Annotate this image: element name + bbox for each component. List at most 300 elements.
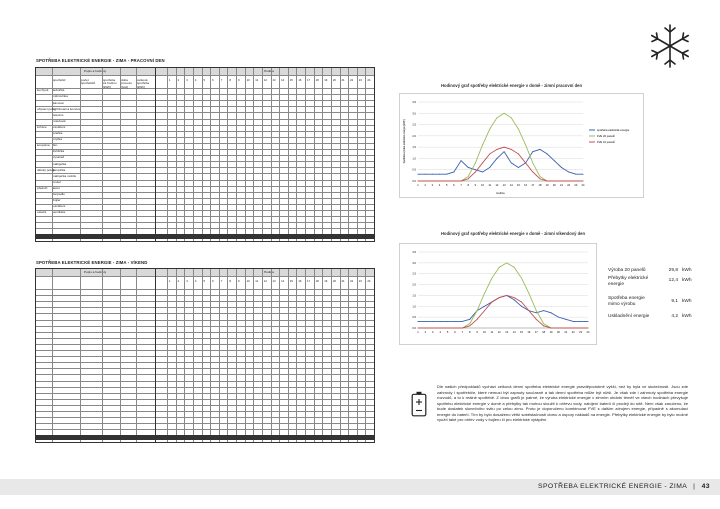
hour-label: 17 bbox=[307, 78, 311, 82]
table-row-line bbox=[36, 106, 374, 107]
table-total-row bbox=[36, 234, 374, 239]
table-row-line bbox=[36, 423, 374, 424]
x-tick-label: 1 bbox=[417, 184, 419, 187]
y-tick-label: 3.5 bbox=[412, 251, 416, 254]
x-tick-label: 17 bbox=[531, 184, 535, 187]
data-point bbox=[528, 293, 529, 294]
x-tick-label: 2 bbox=[424, 184, 426, 187]
hour-column-line bbox=[176, 68, 177, 241]
column-line bbox=[155, 269, 156, 442]
item-label: lampička bbox=[53, 167, 66, 172]
hour-label: 16 bbox=[298, 279, 302, 283]
item-label: televize bbox=[53, 112, 64, 117]
item-label: rychlovarná konvice bbox=[53, 106, 81, 111]
data-point bbox=[453, 171, 454, 172]
data-point bbox=[547, 153, 548, 154]
data-point bbox=[539, 149, 540, 150]
hour-column-line bbox=[219, 68, 220, 241]
table-row-line bbox=[36, 125, 374, 126]
summary-row bbox=[608, 276, 698, 288]
x-tick-label: 18 bbox=[542, 331, 546, 334]
data-point bbox=[439, 174, 440, 175]
x-tick-label: 21 bbox=[564, 331, 568, 334]
hour-column-line bbox=[296, 269, 297, 442]
data-point bbox=[453, 181, 454, 182]
data-point bbox=[499, 267, 500, 268]
chart2-box bbox=[399, 243, 597, 345]
hour-label: 18 bbox=[315, 78, 319, 82]
item-label: nabíječka mobilu bbox=[53, 173, 77, 178]
data-point bbox=[425, 321, 426, 322]
table-row-line bbox=[36, 442, 374, 443]
hour-column-line bbox=[245, 68, 246, 241]
hour-label: 2 bbox=[177, 78, 180, 82]
item-label: vysavač bbox=[53, 155, 65, 160]
footer bbox=[538, 483, 710, 490]
data-point bbox=[482, 162, 483, 163]
table2-header-group: Popis a hodnoty bbox=[84, 269, 107, 274]
data-point bbox=[432, 174, 433, 175]
data-point bbox=[561, 167, 562, 168]
table-row-line bbox=[36, 216, 374, 217]
x-tick-label: 11 bbox=[490, 331, 494, 334]
summary-label: Přebytky elektrické energie bbox=[608, 276, 649, 287]
room-label: kuchyně bbox=[37, 88, 49, 93]
table-row-line bbox=[36, 161, 374, 162]
data-point bbox=[551, 328, 552, 329]
hour-label: 7 bbox=[220, 279, 223, 283]
x-tick-label: 16 bbox=[524, 184, 528, 187]
data-point bbox=[439, 181, 440, 182]
data-point bbox=[489, 129, 490, 130]
data-point bbox=[506, 295, 507, 296]
y-tick-label: 3.5 bbox=[412, 101, 416, 104]
column-line bbox=[102, 68, 103, 241]
data-point bbox=[418, 328, 419, 329]
hour-label: 6 bbox=[212, 279, 214, 283]
item-label: osvětlení bbox=[53, 124, 66, 129]
table-row-line bbox=[36, 180, 374, 181]
hour-label: 24 bbox=[367, 279, 371, 283]
x-tick-label: 24 bbox=[586, 331, 590, 334]
data-point bbox=[491, 301, 492, 302]
hour-label: 1 bbox=[169, 279, 171, 283]
hour-label: 23 bbox=[358, 78, 362, 82]
x-tick-label: 20 bbox=[556, 331, 560, 334]
x-tick-label: 7 bbox=[460, 184, 462, 187]
hour-column-line bbox=[340, 269, 341, 442]
data-point bbox=[475, 162, 476, 163]
room-label: koupelna bbox=[37, 143, 50, 148]
data-point bbox=[521, 278, 522, 279]
data-point bbox=[575, 181, 576, 182]
x-tick-label: 3 bbox=[432, 331, 434, 334]
hour-column-line bbox=[253, 269, 254, 442]
y-tick-label: 2.5 bbox=[412, 123, 416, 127]
y-tick-label: 3.0 bbox=[412, 112, 416, 116]
hour-column-line bbox=[340, 68, 341, 241]
column-line bbox=[136, 269, 137, 442]
data-point bbox=[575, 174, 576, 175]
data-point bbox=[475, 171, 476, 172]
table-row-line bbox=[36, 228, 374, 229]
x-tick-label: 13 bbox=[502, 184, 506, 187]
table-row-line bbox=[36, 326, 374, 327]
x-tick-label: 4 bbox=[438, 184, 441, 187]
data-point bbox=[511, 117, 512, 118]
column-line bbox=[155, 68, 156, 241]
x-tick-label: 21 bbox=[560, 184, 563, 187]
x-tick-label: 19 bbox=[549, 331, 553, 334]
item-label: pračka bbox=[53, 131, 63, 135]
series-line bbox=[418, 149, 583, 174]
item-label: kotel bbox=[53, 185, 60, 190]
x-tick-label: 22 bbox=[571, 331, 575, 334]
data-point bbox=[425, 174, 426, 175]
hour-label: 20 bbox=[332, 78, 336, 82]
table-row-line bbox=[36, 338, 374, 339]
hour-column-line bbox=[279, 269, 280, 442]
hour-label: 9 bbox=[238, 279, 240, 283]
y-tick-label: 1.5 bbox=[412, 294, 416, 298]
hour-column-line bbox=[314, 269, 315, 442]
hour-label: 21 bbox=[341, 279, 345, 283]
room-label: předsíň bbox=[37, 185, 48, 190]
column-line bbox=[120, 269, 121, 442]
hour-label: 1 bbox=[169, 78, 171, 82]
x-tick-label: 23 bbox=[579, 331, 583, 334]
data-point bbox=[558, 317, 559, 318]
table-row-line bbox=[36, 167, 374, 168]
column-header: doba provozu [hod] bbox=[121, 78, 133, 89]
series-line bbox=[418, 295, 588, 321]
hour-label: 3 bbox=[186, 279, 188, 283]
hour-label: 19 bbox=[324, 279, 328, 283]
hour-label: 21 bbox=[341, 78, 345, 82]
table-row-line bbox=[36, 100, 374, 101]
item-label: ventilátor bbox=[53, 210, 66, 215]
data-point bbox=[454, 328, 455, 329]
summary-label: Spotřeba energie mimo výrobu bbox=[608, 296, 645, 307]
hour-label: 2 bbox=[177, 279, 180, 283]
data-point bbox=[573, 328, 574, 329]
x-tick-label: 18 bbox=[538, 184, 542, 187]
table-total-row bbox=[36, 435, 374, 440]
data-point bbox=[528, 310, 529, 311]
data-point bbox=[511, 149, 512, 150]
column-header: spotřebič bbox=[53, 78, 66, 82]
battery-icon bbox=[411, 391, 427, 417]
table-row-line bbox=[36, 119, 374, 120]
y-tick-label: 0.0 bbox=[412, 327, 416, 330]
data-point bbox=[446, 174, 447, 175]
hour-label: 13 bbox=[272, 78, 276, 82]
data-point bbox=[440, 328, 441, 329]
data-point bbox=[489, 153, 490, 154]
item-label: mikrovlnka bbox=[53, 94, 68, 99]
table-row-line bbox=[36, 112, 374, 113]
description-paragraph: Dle našich předpokladů vychází celková denní spotřeba elektrické energie pravděpodobně vyšší, než by byla ve skutečnosti. Jsou zde zahrnuty i spotřebiče, které nemusí být zapnuty současně a tak denní spotřeba může být nižší. Je však zde i zahrnuty spotřeba energie rozvodů, a to k reálné spotřebě. Z obou grafů je patrné, že výroba elektrické energie v zimním období téměř ve všech hodinách převyšuje spotřebu elektrické energie v domě a přebytky tak mohou sloužit k ohřevu vody, nabíjení baterií či prodeji do sítě. Není však zaručeno, že bude dostatek slunečního svitu po celou zimu. Proto je doporučeno kombinovat FVE s dalším zdrojem energie, případně s akumulací energie do baterií. Tím by bylo dosaženo větší soběstačnosti domu a úspory nákladů na energie. Přebytky elektrické energie by bylo možné využít také pro ohřev vody v bojleru či pro elektrické vytápění. bbox=[437, 384, 688, 422]
y-tick-label: 1.0 bbox=[412, 157, 416, 161]
data-point bbox=[532, 151, 533, 152]
column-header: celková spotřeba [kWh] bbox=[137, 78, 150, 89]
hour-column-line bbox=[210, 68, 211, 241]
chart1-box bbox=[399, 93, 644, 198]
x-tick-label: 8 bbox=[469, 331, 471, 334]
data-point bbox=[583, 181, 584, 182]
hour-label: 7 bbox=[220, 78, 223, 82]
x-tick-label: 20 bbox=[552, 184, 556, 187]
y-tick-label: 3.0 bbox=[412, 261, 416, 265]
table1-title: SPOTŘEBA ELEKTRICKÉ ENERGIE - ZIMA - PRACOVNÍ DEN bbox=[36, 58, 165, 63]
chart2-svg bbox=[400, 244, 596, 344]
room-label: ostatní bbox=[37, 210, 47, 215]
table-row-line bbox=[36, 429, 374, 430]
room-label: ložnice bbox=[37, 124, 47, 129]
header-line bbox=[36, 276, 374, 277]
column-header: počet spotřebičů bbox=[81, 78, 96, 86]
column-header: spotřeba za hodinu [kWh] bbox=[103, 78, 117, 89]
hour-label: 3 bbox=[186, 78, 188, 82]
hour-label: 5 bbox=[203, 78, 206, 82]
hour-label: 11 bbox=[255, 78, 259, 82]
data-point bbox=[539, 176, 540, 177]
hour-label: 11 bbox=[255, 279, 259, 283]
y-tick-label: 2.0 bbox=[412, 283, 416, 287]
x-tick-label: 17 bbox=[534, 331, 538, 334]
hour-column-line bbox=[296, 68, 297, 241]
hour-label: 17 bbox=[307, 279, 311, 283]
data-point bbox=[518, 167, 519, 168]
data-point bbox=[482, 171, 483, 172]
data-point bbox=[518, 129, 519, 130]
table1-header-group: Popis a hodnoty bbox=[84, 68, 107, 73]
data-point bbox=[482, 144, 483, 145]
data-point bbox=[461, 160, 462, 161]
hour-column-line bbox=[184, 269, 185, 442]
y-tick-label: 2.5 bbox=[412, 272, 416, 276]
x-tick-label: 4 bbox=[439, 331, 441, 334]
data-point bbox=[551, 312, 552, 313]
table-row-line bbox=[36, 143, 374, 144]
x-tick-label: 12 bbox=[495, 184, 499, 187]
table-row-line bbox=[36, 155, 374, 156]
summary-unit: kWh bbox=[682, 278, 692, 283]
hour-column-line bbox=[245, 269, 246, 442]
data-point bbox=[580, 328, 581, 329]
hour-column-line bbox=[288, 68, 289, 241]
hour-column-line bbox=[167, 269, 168, 442]
data-point bbox=[554, 160, 555, 161]
table-row-line bbox=[36, 387, 374, 388]
y-tick-label: 0.5 bbox=[412, 316, 416, 320]
item-label: čerpadlo bbox=[53, 192, 65, 196]
table2-grid bbox=[35, 268, 375, 443]
table-row-line bbox=[36, 405, 374, 406]
hour-label: 14 bbox=[281, 279, 285, 283]
x-tick-label: 2 bbox=[424, 331, 427, 334]
hour-column-line bbox=[253, 68, 254, 241]
x-tick-label: 11 bbox=[488, 184, 492, 187]
table-row-line bbox=[36, 307, 374, 308]
data-point bbox=[499, 297, 500, 298]
hour-column-line bbox=[184, 68, 185, 241]
page-number: 43 bbox=[701, 483, 710, 490]
x-tick-label: 15 bbox=[520, 331, 523, 334]
data-point bbox=[583, 174, 584, 175]
hour-label: 10 bbox=[246, 78, 250, 82]
table-row-line bbox=[36, 186, 374, 187]
item-label: lednička bbox=[53, 88, 65, 93]
hour-label: 5 bbox=[203, 279, 206, 283]
hour-column-line bbox=[202, 68, 203, 241]
x-tick-label: 7 bbox=[461, 331, 464, 334]
hour-column-line bbox=[322, 269, 323, 442]
table-row-line bbox=[36, 198, 374, 199]
data-point bbox=[568, 171, 569, 172]
room-label: obývací pokoj bbox=[37, 106, 56, 111]
column-line bbox=[80, 269, 81, 442]
data-point bbox=[484, 310, 485, 311]
item-label: bojler bbox=[53, 198, 61, 203]
hour-label: 24 bbox=[367, 78, 371, 82]
table-row-line bbox=[36, 131, 374, 132]
summary-row bbox=[608, 296, 698, 308]
data-point bbox=[565, 328, 566, 329]
data-point bbox=[469, 319, 470, 320]
data-point bbox=[418, 321, 419, 322]
hour-label: 19 bbox=[324, 78, 328, 82]
data-point bbox=[469, 323, 470, 324]
y-axis-label: Spotřeba/výroba elektrické energie [kWh] bbox=[403, 119, 406, 164]
data-point bbox=[573, 321, 574, 322]
data-point bbox=[475, 169, 476, 170]
hour-label: 12 bbox=[263, 78, 267, 82]
summary-value: 9,1 bbox=[671, 299, 678, 304]
hour-column-line bbox=[167, 68, 168, 241]
table2-header-hours: Hodina bbox=[264, 269, 274, 274]
data-point bbox=[504, 151, 505, 152]
column-line bbox=[102, 269, 103, 442]
data-point bbox=[461, 181, 462, 182]
footer-separator: | bbox=[693, 483, 696, 490]
x-tick-label: 22 bbox=[567, 184, 571, 187]
hour-column-line bbox=[236, 269, 237, 442]
x-tick-label: 1 bbox=[417, 331, 419, 334]
hour-label: 4 bbox=[194, 279, 197, 283]
x-tick-label: 10 bbox=[481, 184, 485, 187]
data-point bbox=[484, 306, 485, 307]
data-point bbox=[432, 328, 433, 329]
data-point bbox=[496, 117, 497, 118]
legend-label: FVE 20 panelů bbox=[597, 135, 615, 138]
header-line bbox=[36, 75, 374, 76]
hour-column-line bbox=[305, 269, 306, 442]
data-point bbox=[588, 328, 589, 329]
data-point bbox=[539, 178, 540, 179]
data-point bbox=[484, 293, 485, 294]
table-row-line bbox=[36, 332, 374, 333]
x-tick-label: 15 bbox=[516, 184, 520, 187]
data-point bbox=[547, 181, 548, 182]
hour-label: 13 bbox=[272, 279, 276, 283]
summary-value: 29,8 bbox=[668, 268, 678, 273]
hour-column-line bbox=[365, 269, 366, 442]
x-tick-label: 14 bbox=[512, 331, 516, 334]
hour-label: 12 bbox=[263, 279, 267, 283]
data-point bbox=[514, 299, 515, 300]
hour-column-line bbox=[279, 68, 280, 241]
hour-column-line bbox=[227, 269, 228, 442]
hour-column-line bbox=[348, 269, 349, 442]
data-point bbox=[468, 167, 469, 168]
table-row-line bbox=[36, 137, 374, 138]
hour-label: 8 bbox=[229, 279, 231, 283]
table-row-line bbox=[36, 320, 374, 321]
data-point bbox=[454, 321, 455, 322]
hour-column-line bbox=[348, 68, 349, 241]
item-label: kávovar bbox=[53, 100, 64, 105]
y-tick-label: 1.0 bbox=[412, 305, 416, 309]
column-line bbox=[136, 68, 137, 241]
x-tick-label: 9 bbox=[476, 331, 478, 334]
hour-label: 6 bbox=[212, 78, 214, 82]
hour-column-line bbox=[365, 68, 366, 241]
hour-column-line bbox=[374, 269, 375, 442]
legend-label: FVE 10 panelů bbox=[597, 141, 615, 144]
summary-unit: kWh bbox=[682, 314, 692, 319]
data-point bbox=[477, 310, 478, 311]
hour-column-line bbox=[193, 68, 194, 241]
table-row-line bbox=[36, 381, 374, 382]
data-point bbox=[462, 328, 463, 329]
summary-label: Uskladnění energie bbox=[608, 314, 650, 319]
data-point bbox=[536, 312, 537, 313]
data-point bbox=[447, 328, 448, 329]
data-point bbox=[543, 325, 544, 326]
data-point bbox=[525, 144, 526, 145]
hour-label: 4 bbox=[194, 78, 197, 82]
data-point bbox=[469, 325, 470, 326]
x-tick-label: 14 bbox=[509, 184, 513, 187]
x-tick-label: 8 bbox=[467, 184, 469, 187]
hour-label: 10 bbox=[246, 279, 250, 283]
data-point bbox=[521, 306, 522, 307]
data-point bbox=[532, 162, 533, 163]
hour-label: 15 bbox=[289, 78, 293, 82]
data-point bbox=[496, 149, 497, 150]
hour-column-line bbox=[305, 68, 306, 241]
hour-column-line bbox=[227, 68, 228, 241]
data-point bbox=[543, 323, 544, 324]
x-tick-label: 23 bbox=[574, 184, 578, 187]
y-tick-label: 0.5 bbox=[412, 168, 416, 172]
x-tick-label: 10 bbox=[483, 331, 486, 334]
item-label: myčka bbox=[53, 137, 62, 142]
y-tick-label: 0.0 bbox=[412, 180, 416, 183]
hour-column-line bbox=[331, 68, 332, 241]
item-label: nabíječka bbox=[53, 161, 67, 166]
hour-label: 20 bbox=[332, 279, 336, 283]
table-row-line bbox=[36, 368, 374, 369]
data-point bbox=[506, 262, 507, 263]
hour-label: 8 bbox=[229, 78, 231, 82]
column-line bbox=[52, 269, 53, 442]
data-point bbox=[440, 321, 441, 322]
table-row-line bbox=[36, 350, 374, 351]
table-row-line bbox=[36, 362, 374, 363]
data-point bbox=[565, 319, 566, 320]
